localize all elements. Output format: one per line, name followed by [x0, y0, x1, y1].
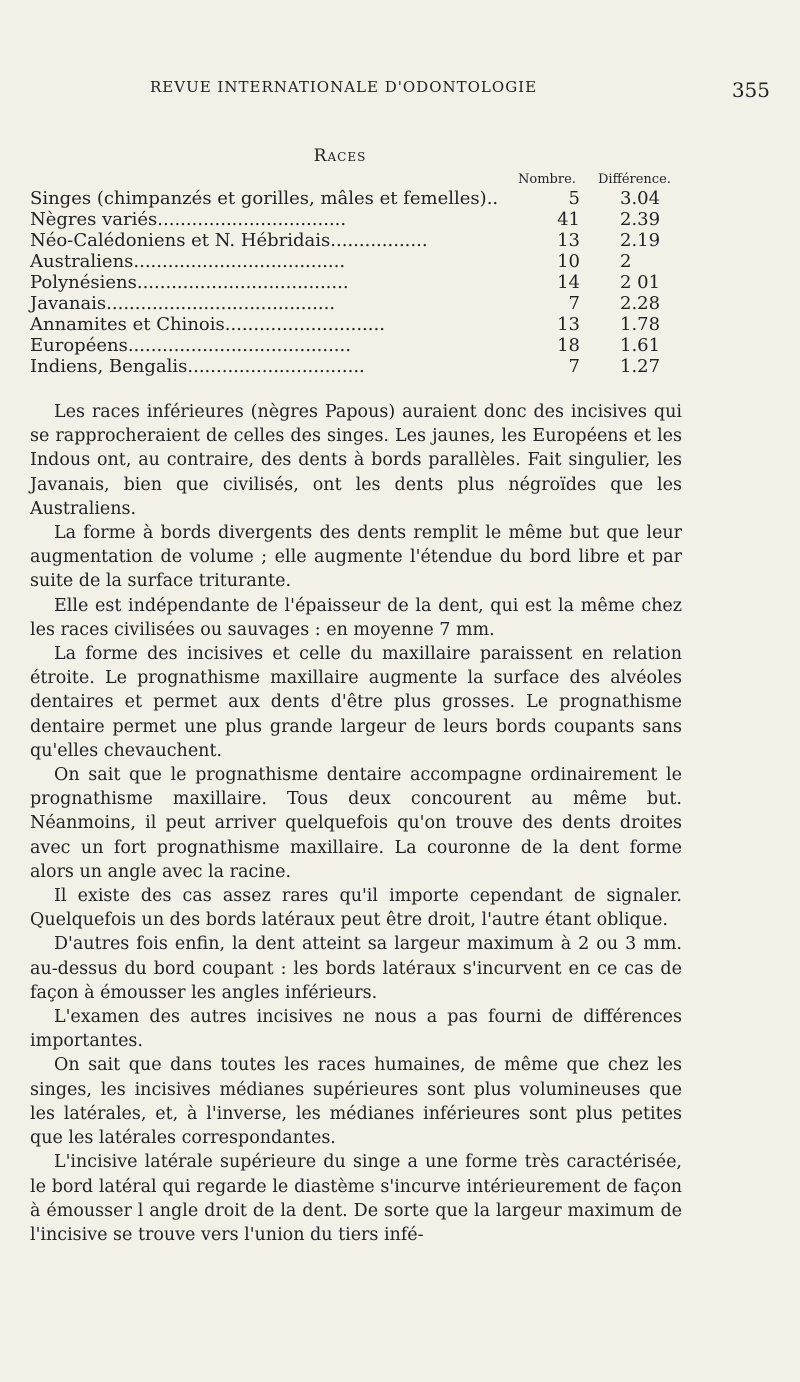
page-number: 355 [731, 78, 770, 102]
race-name: Australiens..................................... [30, 251, 346, 272]
race-name: Indiens, Bengalis............................... [30, 356, 365, 377]
race-name: Singes (chimpanzés et gorilles, mâles et femelles).. [30, 188, 499, 209]
race-difference: 2.28 [620, 293, 661, 314]
journal-title: REVUE INTERNATIONALE D'ODONTOLOGIE [150, 78, 538, 96]
paragraph: On sait que le prognathisme dentaire accompagne ordinairement le prognathisme maxillaire. Tous deux concourent au même but. Néanmoins, il peut arriver quelquefois qu'on trouve des dents droites avec un fort prognathisme maxillaire. La couronne de la dent forme alors un angle avec la racine. [30, 765, 682, 882]
race-nombre: 13 [557, 314, 580, 335]
column-header-nombre: Nombre. [518, 172, 576, 187]
table-row [30, 230, 770, 251]
table-row [30, 356, 770, 377]
race-name: Annamites et Chinois............................ [30, 314, 385, 335]
table-row [30, 272, 770, 293]
paragraph: La forme à bords divergents des dents remplit le même but que leur augmentation de volume ; elle augmente l'étendue du bord libre et par suite de la surface triturante. [30, 523, 682, 592]
race-nombre: 5 [568, 188, 580, 209]
race-difference: 1.61 [620, 335, 661, 356]
race-nombre: 7 [568, 293, 580, 314]
paragraph: Les races inférieures (nègres Papous) auraient donc des incisives qui se rapprocheraient de celles des singes. Les jaunes, les Européens et les Indous ont, au contraire, des dents à bords parallèles. Fait singulier, les Javanais, bien que civilisés, ont les dents plus négroïdes que les Australiens. [30, 402, 682, 519]
column-header-difference: Différence. [598, 172, 671, 187]
race-nombre: 41 [557, 209, 580, 230]
race-name: Javanais........................................ [30, 293, 336, 314]
race-difference: 2 01 [620, 272, 661, 293]
race-difference: 2.19 [620, 230, 661, 251]
race-nombre: 14 [557, 272, 580, 293]
paragraph: L'incisive latérale supérieure du singe a une forme très caractérisée, le bord latéral qui regarde le diastème s'incurve intérieurement de façon à émousser l angle droit de la dent. De sorte que la largeur maximum de l'incisive se trouve vers l'union du tiers infé- [30, 1152, 682, 1245]
table-row [30, 314, 770, 335]
paragraph: D'autres fois enfin, la dent atteint sa largeur maximum à 2 ou 3 mm. au-dessus du bord coupant : les bords latéraux s'incurvent en ce cas de façon à émousser les angles inférieurs. [30, 934, 682, 1003]
race-nombre: 13 [557, 230, 580, 251]
table-row [30, 335, 770, 356]
paragraph: La forme des incisives et celle du maxillaire paraissent en relation étroite. Le prognathisme maxillaire augmente la surface des alvéoles dentaires et permet aux dents d'être plus grosses. Le prognathisme dentaire permet une plus grande largeur de leurs bords coupants sans qu'elles chevauchent. [30, 644, 682, 761]
table-row [30, 188, 770, 209]
paragraph: L'examen des autres incisives ne nous a pas fourni de différences importantes. [30, 1007, 682, 1052]
races-table [30, 188, 770, 377]
table-row [30, 293, 770, 314]
table-title: Races [313, 146, 367, 166]
race-nombre: 10 [557, 251, 580, 272]
race-difference: 2.39 [620, 209, 661, 230]
race-nombre: 7 [568, 356, 580, 377]
table-row [30, 251, 770, 272]
body-text [30, 400, 682, 1247]
race-difference: 1.27 [620, 356, 661, 377]
race-name: Polynésiens..................................... [30, 272, 349, 293]
paragraph: Il existe des cas assez rares qu'il importe cependant de signaler. Quelquefois un des bords latéraux peut être droit, l'autre étant oblique. [30, 886, 682, 931]
race-difference: 3.04 [620, 188, 661, 209]
race-nombre: 18 [557, 335, 580, 356]
table-row [30, 209, 770, 230]
paragraph: Elle est indépendante de l'épaisseur de la dent, qui est la même chez les races civilisées ou sauvages : en moyenne 7 mm. [30, 595, 682, 640]
race-difference: 1.78 [620, 314, 661, 335]
race-name: Néo-Calédoniens et N. Hébridais................. [30, 230, 428, 251]
paragraph: On sait que dans toutes les races humaines, de même que chez les singes, les incisives médianes supérieures sont plus volumineuses que les latérales, et, à l'inverse, les médianes inférieures sont plus petites que les latérales correspondantes. [30, 1055, 682, 1149]
race-difference: 2 [620, 251, 632, 272]
race-name: Nègres variés................................. [30, 209, 347, 230]
race-name: Européens....................................... [30, 335, 351, 356]
